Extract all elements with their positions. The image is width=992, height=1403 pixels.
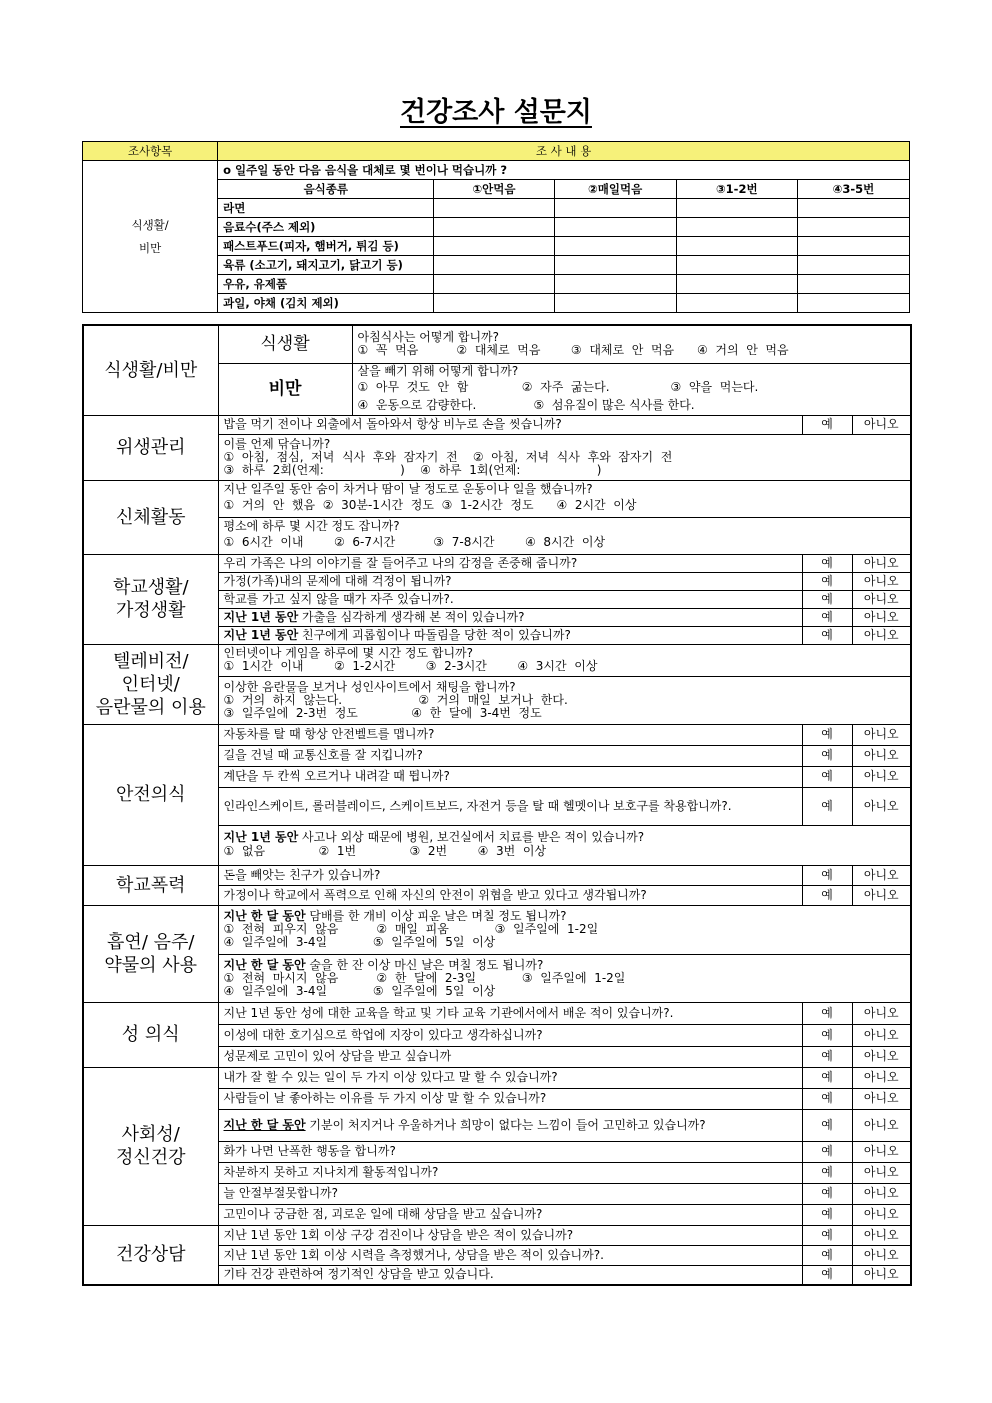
question-row <box>218 1067 802 1088</box>
category-substances: 흡연/ 음주/ 약물의 사용 <box>83 905 218 1002</box>
q-text: 친구에게 괴롭힘이나 따돌림을 당한 적이 있습니까? <box>298 627 571 642</box>
q-bold: 지난 1년 동안 <box>223 609 299 624</box>
q-options: ① 아무 것도 안 함 ② 자주 굶는다. ③ 약을 먹는다. <box>357 379 759 394</box>
no-option[interactable]: 아니오 <box>852 1265 911 1285</box>
question-row: 기타 건강 관련하여 정기적인 상담을 받고 있습니다. <box>218 1265 802 1285</box>
answer-cell[interactable] <box>554 256 676 275</box>
q-text: 인터넷이나 게임을 하루에 몇 시간 정도 합니까? <box>223 646 474 660</box>
q-options: ① 거의 하지 않는다. ② 거의 매일 보거나 한다. <box>223 692 568 707</box>
answer-cell[interactable] <box>797 256 909 275</box>
q-text: 아침식사는 어떻게 합니까? <box>357 330 500 345</box>
yes-option[interactable]: 예 <box>802 608 852 626</box>
q-options: ① 전혀 피우지 않음 ② 매일 피움 ③ 일주일에 1-2일 <box>223 922 599 936</box>
category-media: 텔레비전/ 인터넷/ 음란물의 이용 <box>83 644 218 724</box>
q-bold: 지난 한 달 동안 <box>223 1117 306 1132</box>
category-diet-obesity: 식생활/ 비만 <box>83 161 218 313</box>
question-row <box>218 1109 802 1141</box>
answer-cell[interactable] <box>434 256 554 275</box>
sub-diet: 식생활 <box>218 325 352 363</box>
diet-frequency-table <box>82 141 910 313</box>
no-option[interactable]: 아니오 <box>852 1245 911 1265</box>
q-bold: 지난 한 달 동안 <box>223 957 306 972</box>
q-options: ③ 하루 2회(언제: ) ④ 하루 1회(언제: ) <box>223 462 602 477</box>
no-option[interactable]: 아니오 <box>852 787 911 825</box>
answer-cell[interactable] <box>797 294 909 313</box>
no-option[interactable]: 아니오 <box>852 865 911 885</box>
q-text: 살을 빼기 위해 어떻게 합니까? <box>357 363 519 378</box>
category-safety: 안전의식 <box>83 724 218 865</box>
no-option[interactable]: 아니오 <box>852 1109 911 1141</box>
question-row <box>218 608 802 626</box>
food-row: 라면 <box>218 199 434 218</box>
answer-cell[interactable] <box>554 237 676 256</box>
yes-option[interactable]: 예 <box>802 572 852 590</box>
q-options: ① 거의 안 했음 ② 30분-1시간 정도 ③ 1-2시간 정도 ④ 2시간 이상 <box>223 498 637 512</box>
no-option[interactable]: 아니오 <box>852 1024 911 1046</box>
diet-question: o 일주일 동안 다음 음식을 대체로 몇 번이나 먹습니까 ? <box>218 161 910 180</box>
answer-cell[interactable] <box>554 199 676 218</box>
question-internet <box>218 644 911 676</box>
q-text: 차분하지 못하고 지나치게 활동적입니까? <box>223 1165 439 1179</box>
no-option[interactable]: 아니오 <box>852 1141 911 1162</box>
yes-option[interactable]: 예 <box>802 724 852 745</box>
category-physical: 신체활동 <box>83 480 218 554</box>
yes-option[interactable]: 예 <box>802 1046 852 1067</box>
title-text: 건강조사 설문지 <box>400 97 592 128</box>
question-adult-content <box>218 676 911 724</box>
question-row <box>218 572 802 590</box>
yes-option[interactable]: 예 <box>802 1088 852 1109</box>
no-option[interactable]: 아니오 <box>852 554 911 572</box>
answer-cell[interactable] <box>434 237 554 256</box>
yes-option[interactable]: 예 <box>802 885 852 905</box>
question-row: 지난 1년 동안 1회 이상 구강 검진이나 상담을 받은 적이 있습니까? <box>218 1225 802 1245</box>
q-options: ① 아침, 점심, 저녁 식사 후와 잠자기 전 ② 아침, 저녁 식사 후와 잠자기 전 <box>223 449 673 464</box>
yes-option[interactable]: 예 <box>802 1067 852 1088</box>
answer-cell[interactable] <box>554 275 676 294</box>
health-survey-table <box>82 324 912 1286</box>
answer-cell[interactable] <box>434 218 554 237</box>
question-row: 길을 건널 때 교통신호를 잘 지킵니까? <box>218 745 802 766</box>
yes-option[interactable]: 예 <box>802 590 852 608</box>
q-text: 늘 안절부절못합니까? <box>223 1186 339 1200</box>
question-row <box>218 626 802 644</box>
yes-option[interactable]: 예 <box>802 1024 852 1046</box>
food-row: 육류 (소고기, 돼지고기, 닭고기 등) <box>218 256 434 275</box>
answer-cell[interactable] <box>797 237 909 256</box>
question-row <box>218 554 802 572</box>
question-row: 지난 1년 동안 성에 대한 교육을 학교 및 기타 교육 기관에서에서 배운 적이 있습니까?. <box>218 1002 802 1024</box>
no-option[interactable]: 아니오 <box>852 766 911 787</box>
yes-option[interactable]: 예 <box>802 1265 852 1285</box>
question-brushing <box>218 434 911 480</box>
answer-cell[interactable] <box>554 294 676 313</box>
answer-cell[interactable] <box>676 218 797 237</box>
no-option[interactable]: 아니오 <box>852 626 911 644</box>
sub-obesity: 비만 <box>218 363 352 415</box>
answer-cell[interactable] <box>797 275 909 294</box>
no-option[interactable]: 아니오 <box>852 1067 911 1088</box>
food-row: 우유, 유제품 <box>218 275 434 294</box>
no-option[interactable]: 아니오 <box>852 724 911 745</box>
answer-cell[interactable] <box>676 294 797 313</box>
question-drinking <box>218 954 911 1002</box>
header-content: 조 사 내 용 <box>218 142 910 161</box>
no-option[interactable]: 아니오 <box>852 415 911 434</box>
question-row: 돈을 빼앗는 친구가 있습니까? <box>218 865 802 885</box>
question-row: 인라인스케이트, 롤러블레이드, 스케이트보드, 자전거 등을 탈 때 헬멧이나 보호구를 착용합니까?. <box>218 787 802 825</box>
no-option[interactable]: 아니오 <box>852 1088 911 1109</box>
yes-option[interactable]: 예 <box>802 1245 852 1265</box>
q-options: ④ 일주일에 3-4일 ⑤ 일주일에 5일 이상 <box>223 935 496 949</box>
question-weight <box>352 363 911 415</box>
q-text: 학교를 가고 싶지 않을 때가 자주 있습니까?. <box>223 591 454 606</box>
q-bold: 지난 한 달 동안 <box>223 909 306 923</box>
answer-cell[interactable] <box>434 275 554 294</box>
q-text: 기분이 처지거나 우울하거나 희망이 없다는 느낌이 들어 고민하고 있습니까? <box>305 1117 706 1132</box>
q-text: 담배를 한 개비 이상 피운 날은 며칠 정도 됩니까? <box>305 909 567 923</box>
question-row <box>218 1183 802 1204</box>
col-food-type: 음식종류 <box>218 180 434 199</box>
yes-option[interactable]: 예 <box>802 554 852 572</box>
yes-option[interactable]: 예 <box>802 1204 852 1225</box>
header-category: 조사항목 <box>83 142 218 161</box>
question-row: 자동차를 탈 때 항상 안전벨트를 맵니까? <box>218 724 802 745</box>
q-bold: 지난 1년 동안 <box>223 830 299 844</box>
q-options: ③ 일주일에 2-3번 정도 ④ 한 달에 3-4번 정도 <box>223 705 542 720</box>
q-text: 사람들이 날 좋아하는 이유를 두 가지 이상 말 할 수 있습니까? <box>223 1091 547 1105</box>
category-mental-health: 사회성/ 정신건강 <box>83 1067 218 1225</box>
answer-cell[interactable] <box>797 218 909 237</box>
q-text: 이상한 음란물을 보거나 성인사이트에서 채팅을 합니까? <box>223 679 516 694</box>
no-option[interactable]: 아니오 <box>852 1002 911 1024</box>
food-row: 패스트푸드(피자, 햄버거, 튀김 등) <box>218 237 434 256</box>
food-row: 음료수(주스 제외) <box>218 218 434 237</box>
question-exercise <box>218 480 911 517</box>
answer-cell[interactable] <box>554 218 676 237</box>
question-handwash: 밥을 먹기 전이나 외출에서 돌아와서 항상 비누로 손을 씻습니까? <box>218 415 802 434</box>
q-text: 사고나 외상 때문에 병원, 보건실에서 치료를 받은 적이 있습니까? <box>298 830 645 844</box>
q-bold: 지난 1년 동안 <box>223 627 299 642</box>
yes-option[interactable]: 예 <box>802 865 852 885</box>
q-text: 내가 잘 할 수 있는 일이 두 가지 이상 있다고 말 할 수 있습니까? <box>223 1070 558 1084</box>
question-sleep <box>218 517 911 554</box>
category-school-family: 학교생활/ 가정생활 <box>83 554 218 644</box>
answer-cell[interactable] <box>676 275 797 294</box>
answer-cell[interactable] <box>676 256 797 275</box>
q-options: ① 6시간 이내 ② 6-7시간 ③ 7-8시간 ④ 8시간 이상 <box>223 535 606 549</box>
no-option[interactable]: 아니오 <box>852 572 911 590</box>
yes-option[interactable]: 예 <box>802 1225 852 1245</box>
no-option[interactable]: 아니오 <box>852 1225 911 1245</box>
yes-option[interactable]: 예 <box>802 1109 852 1141</box>
question-injury <box>218 825 911 865</box>
question-smoking <box>218 905 911 954</box>
yes-option[interactable]: 예 <box>802 415 852 434</box>
q-text: 평소에 하루 몇 시간 정도 잡니까? <box>223 519 400 533</box>
category-sexuality: 성 의식 <box>83 1002 218 1067</box>
question-row: 가정이나 학교에서 폭력으로 인해 자신의 안전이 위협을 받고 있다고 생각됩니까? <box>218 885 802 905</box>
question-row: 지난 1년 동안 1회 이상 시력을 측정했거나, 상담을 받은 적이 있습니까?. <box>218 1245 802 1265</box>
yes-option[interactable]: 예 <box>802 1183 852 1204</box>
q-text: 화가 나면 난폭한 행동을 합니까? <box>223 1144 396 1158</box>
answer-cell[interactable] <box>676 199 797 218</box>
q-text: 이를 언제 닦습니까? <box>223 436 331 451</box>
q-text: 고민이나 궁금한 점, 괴로운 일에 대해 상담을 받고 싶습니까? <box>223 1207 543 1221</box>
answer-cell[interactable] <box>676 237 797 256</box>
q-options: ① 1시간 이내 ② 1-2시간 ③ 2-3시간 ④ 3시간 이상 <box>223 659 598 673</box>
yes-option[interactable]: 예 <box>802 626 852 644</box>
q-text: 지난 일주일 동안 숨이 차거나 땀이 날 정도로 운동이나 일을 했습니까? <box>223 482 593 496</box>
question-row <box>218 1088 802 1109</box>
question-row: 성문제로 고민이 있어 상담을 받고 싶습니까 <box>218 1046 802 1067</box>
q-options: ① 없음 ② 1번 ③ 2번 ④ 3번 이상 <box>223 844 547 858</box>
q-text: 우리 가족은 나의 이야기를 잘 들어주고 나의 감정을 존중해 줍니까? <box>223 555 578 570</box>
yes-option[interactable]: 예 <box>802 745 852 766</box>
yes-option[interactable]: 예 <box>802 766 852 787</box>
q-text: 가출을 심각하게 생각해 본 적이 있습니까? <box>298 609 525 624</box>
question-row: 이성에 대한 호기심으로 학업에 지장이 있다고 생각하십니까? <box>218 1024 802 1046</box>
answer-cell[interactable] <box>434 199 554 218</box>
no-option[interactable]: 아니오 <box>852 885 911 905</box>
col-opt3: ③1-2번 <box>676 180 797 199</box>
no-option[interactable]: 아니오 <box>852 1183 911 1204</box>
q-options: ④ 운동으로 감량한다. ⑤ 섬유질이 많은 식사를 한다. <box>357 397 695 412</box>
category-hygiene: 위생관리 <box>83 415 218 480</box>
yes-option[interactable]: 예 <box>802 1002 852 1024</box>
no-option[interactable]: 아니오 <box>852 1046 911 1067</box>
col-opt2: ②매일먹음 <box>554 180 676 199</box>
yes-option[interactable]: 예 <box>802 1141 852 1162</box>
q-options: ④ 일주일에 3-4일 ⑤ 일주일에 5일 이상 <box>223 983 496 998</box>
question-row: 계단을 두 칸씩 오르거나 내려갈 때 뜁니까? <box>218 766 802 787</box>
no-option[interactable]: 아니오 <box>852 608 911 626</box>
page-title <box>0 90 992 129</box>
col-opt1: ①안먹음 <box>434 180 554 199</box>
no-option[interactable]: 아니오 <box>852 590 911 608</box>
answer-cell[interactable] <box>434 294 554 313</box>
col-opt4: ④3-5번 <box>797 180 909 199</box>
question-row <box>218 590 802 608</box>
q-text: 술을 한 잔 이상 마신 날은 며칠 정도 됩니까? <box>305 957 544 972</box>
category-diet: 식생활/비만 <box>83 325 218 415</box>
q-options: ① 전혀 마시지 않음 ② 한 달에 2-3일 ③ 일주일에 1-2일 <box>223 970 626 985</box>
q-text: 가정(가족)내의 문제에 대해 걱정이 됩니까? <box>223 573 452 588</box>
question-row <box>218 1162 802 1183</box>
q-options: ① 꼭 먹음 ② 대체로 먹음 ③ 대체로 안 먹음 ④ 거의 안 먹음 <box>357 343 789 358</box>
no-option[interactable]: 아니오 <box>852 1204 911 1225</box>
category-counseling: 건강상담 <box>83 1225 218 1285</box>
question-row <box>218 1141 802 1162</box>
no-option[interactable]: 아니오 <box>852 1162 911 1183</box>
yes-option[interactable]: 예 <box>802 1162 852 1183</box>
question-breakfast <box>352 325 911 363</box>
question-row <box>218 1204 802 1225</box>
no-option[interactable]: 아니오 <box>852 745 911 766</box>
category-violence: 학교폭력 <box>83 865 218 905</box>
answer-cell[interactable] <box>797 199 909 218</box>
food-row: 과일, 야채 (김치 제외) <box>218 294 434 313</box>
yes-option[interactable]: 예 <box>802 787 852 825</box>
